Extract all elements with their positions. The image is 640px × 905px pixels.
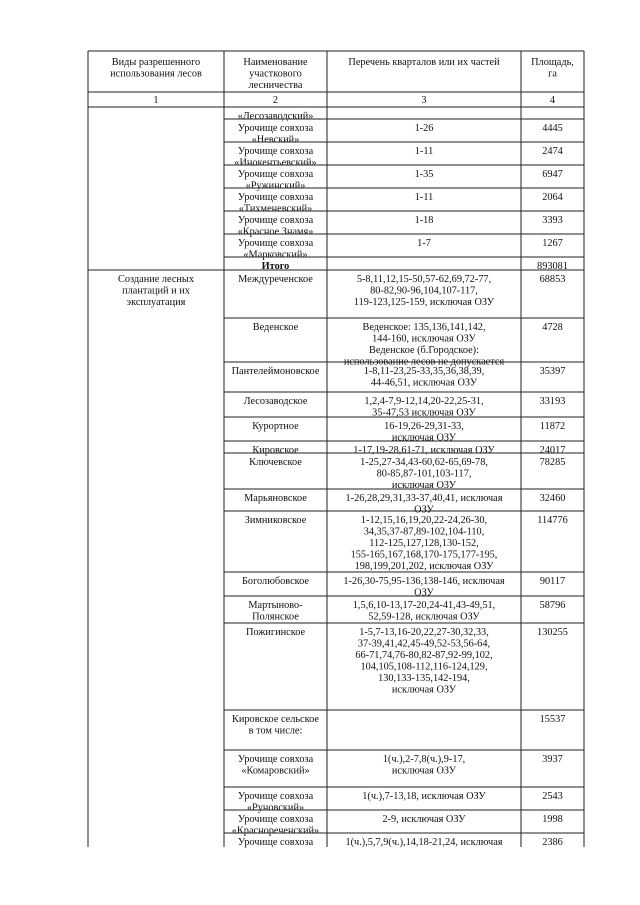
column-header: га [548, 68, 557, 80]
quarter-list: 155-165,167,168,170-175,177-195, [350, 549, 498, 561]
quarter-list: 1-26,28,29,31,33-37,40,41, исключая [345, 493, 503, 504]
area-value: 4445 [542, 123, 563, 134]
quarter-list: 44-46,51, исключая ОЗУ [370, 377, 478, 389]
forestry-name: Полянское [252, 611, 299, 623]
area-value: 33193 [539, 396, 566, 407]
quarter-list: 1-35 [414, 169, 434, 180]
forestry-name: «Тихменевский» [238, 203, 313, 215]
column-header: Площадь, [531, 57, 574, 68]
area-value: 90117 [539, 576, 566, 587]
quarter-list: 5-8,11,12,15-50,57-62,69,72-77, [356, 274, 492, 285]
quarter-list: исключая ОЗУ [391, 684, 457, 696]
area-value: 2064 [542, 192, 563, 203]
quarter-list: 1,2,4-7,9-12,14,20-22,25-31, [364, 396, 484, 407]
forestry-name: в том числе: [248, 725, 303, 737]
quarter-list: 1-11 [414, 192, 434, 203]
forestry-name: Урочище совхоза [237, 215, 314, 226]
quarter-list: ОЗУ [414, 587, 434, 599]
area-value: 2543 [542, 791, 563, 802]
quarter-list: ОЗУ [414, 504, 434, 516]
quarter-list: 1-7 [417, 238, 431, 249]
area-value: 11872 [539, 421, 566, 432]
quarter-list: 80-82,90-96,104,107-117, [370, 285, 478, 297]
column-number: 2 [272, 95, 279, 106]
quarter-list: 80-85,87-101,103-117, [376, 468, 472, 480]
forestry-name: Урочище совхоза [237, 837, 314, 848]
column-number: 4 [549, 95, 556, 106]
quarter-list: 66-71,74,76-80,82-87,92-99,102, [355, 650, 493, 661]
quarter-list: 1-17,19-28,61-71, исключая ОЗУ [353, 445, 495, 456]
forestry-name: Веденское [252, 322, 299, 333]
area-value: 893081 [537, 261, 568, 272]
column-header: Наименование [243, 57, 308, 68]
permitted-use-type: плантаций и их [122, 285, 190, 297]
quarter-list: 119-123,125-159, исключая ОЗУ [353, 297, 495, 308]
quarter-list: Веденское: 135,136,141,142, [362, 322, 486, 333]
forestry-name: Лесозаводское [243, 396, 308, 407]
area-value: 6947 [542, 169, 563, 180]
quarter-list: 1-11 [414, 146, 434, 157]
area-value: 35397 [539, 366, 566, 377]
column-header: Виды разрешенного [111, 57, 201, 68]
quarter-list: использование лесов не допускается [343, 356, 505, 368]
forestry-name: Урочище совхоза [237, 123, 314, 134]
area-value: 114776 [537, 515, 568, 526]
area-value: 15537 [539, 714, 566, 725]
forestry-name: Зимниковское [244, 515, 307, 526]
forestry-name: Курортное [252, 421, 299, 432]
forestry-name: «Краснореченский» [231, 825, 320, 837]
forestry-name: Междуреченское [238, 274, 313, 285]
forestry-name: Боголюбовское [242, 576, 309, 587]
forestry-name: «Красное Знамя» [237, 226, 314, 238]
area-value: 58796 [539, 600, 566, 611]
quarter-list: 1(ч.),2-7,8(ч.),9-17, [382, 754, 466, 765]
quarter-list: 1(ч.),5,7,9(ч.),14,18-21,24, исключая [345, 837, 503, 848]
quarter-list: 35-47,53 исключая ОЗУ [372, 407, 476, 419]
quarter-list: 16-19,26-29,31-33, [384, 421, 464, 432]
quarter-list: исключая ОЗУ [391, 480, 457, 491]
area-value: 4728 [542, 322, 563, 333]
forestry-name: Урочище совхоза [237, 192, 314, 203]
quarter-list: 1,5,6,10-13,17-20,24-41,43-49,51, [352, 600, 496, 611]
quarter-list: 1-25,27-34,43-60,62-65,69-78, [360, 457, 488, 468]
quarter-list: исключая ОЗУ [391, 765, 457, 777]
forestry-name: Ключевское [249, 457, 302, 468]
forestry-name: Кировское сельское [232, 714, 319, 725]
area-value: 24017 [539, 445, 566, 456]
forestry-name: Пантелеймоновское [231, 366, 320, 377]
column-header: использования лесов [110, 68, 202, 80]
quarter-list: 1-5,7-13,16-20,22,27-30,32,33, [359, 627, 489, 638]
area-value: 32460 [539, 493, 566, 504]
forestry-name: Урочище совхоза [237, 754, 314, 765]
quarter-list: 34,35,37-87,89-102,104-110, [363, 526, 485, 538]
forestry-name: Урочище совхоза [237, 791, 314, 802]
forestry-name: Урочище совхоза [237, 169, 314, 180]
quarter-list: 2-9, исключая ОЗУ [382, 814, 466, 825]
permitted-use-type: эксплуатация [126, 297, 186, 308]
area-value: 1267 [542, 238, 563, 249]
column-header: лесничества [248, 80, 303, 91]
forestry-name: Итого [261, 261, 290, 272]
forestry-name: «Инокентьевский» [234, 157, 317, 169]
forestry-name: «Лесозаводский» [237, 111, 314, 122]
area-value: 2474 [542, 146, 563, 157]
quarter-list: 1-26,30-75,95-136,138-146, исключая [343, 576, 505, 587]
forestry-name: «Ружинский» [245, 180, 306, 192]
area-value: 3393 [542, 215, 563, 226]
quarter-list: 112-125,127,128,130-152, [369, 538, 479, 549]
quarter-list: 1-8,11-23,25-33,35,36,38,39, [363, 366, 485, 377]
column-number: 1 [153, 95, 159, 106]
quarter-list: 1-12,15,16,19,20,22-24,26-30, [360, 515, 488, 526]
column-number: 3 [421, 95, 427, 106]
forestry-name: «Комаровский» [241, 765, 310, 777]
area-value: 1998 [542, 814, 563, 825]
area-value: 2386 [542, 837, 563, 848]
forestry-name: Мартыново- [248, 600, 303, 611]
quarter-list: 1-18 [414, 215, 434, 226]
quarter-list: 104,105,108-112,116-124,129, [360, 661, 488, 673]
forestry-name: Кировское [252, 445, 299, 456]
quarter-list: 130,133-135,142-194, [378, 673, 470, 684]
quarter-list: 1(ч.),7-13,18, исключая ОЗУ [362, 791, 486, 802]
permitted-use-type: Создание лесных [118, 274, 194, 285]
forestry-name: «Руновский» [246, 802, 305, 814]
area-value: 130255 [537, 627, 568, 638]
forestry-name: «Марковский» [243, 249, 308, 261]
quarter-list: 52,59-128, исключая ОЗУ [368, 611, 480, 623]
forestry-name: Пожигинское [245, 627, 306, 638]
quarter-list: исключая ОЗУ [391, 432, 457, 444]
forestry-name: Марьяновское [244, 493, 307, 504]
area-value: 68853 [539, 274, 566, 285]
quarter-list: Веденское (б.Городское): [369, 345, 479, 356]
quarter-list: 144-160, исключая ОЗУ [372, 333, 476, 345]
quarter-list: 1-26 [414, 123, 434, 134]
column-header: участкового [249, 68, 302, 80]
forestry-name: Урочище совхоза [237, 146, 314, 157]
column-header: Перечень кварталов или их частей [348, 57, 500, 68]
quarter-list: 198,199,201,202, исключая ОЗУ [354, 561, 494, 572]
quarter-list: 37-39,41,42,45-49,52-53,56-64, [357, 638, 491, 650]
area-value: 3937 [542, 754, 563, 765]
forestry-name: Урочище совхоза [237, 238, 314, 249]
area-value: 78285 [539, 457, 566, 468]
forestry-name: «Невский» [251, 134, 300, 146]
forestry-name: Урочище совхоза [237, 814, 314, 825]
